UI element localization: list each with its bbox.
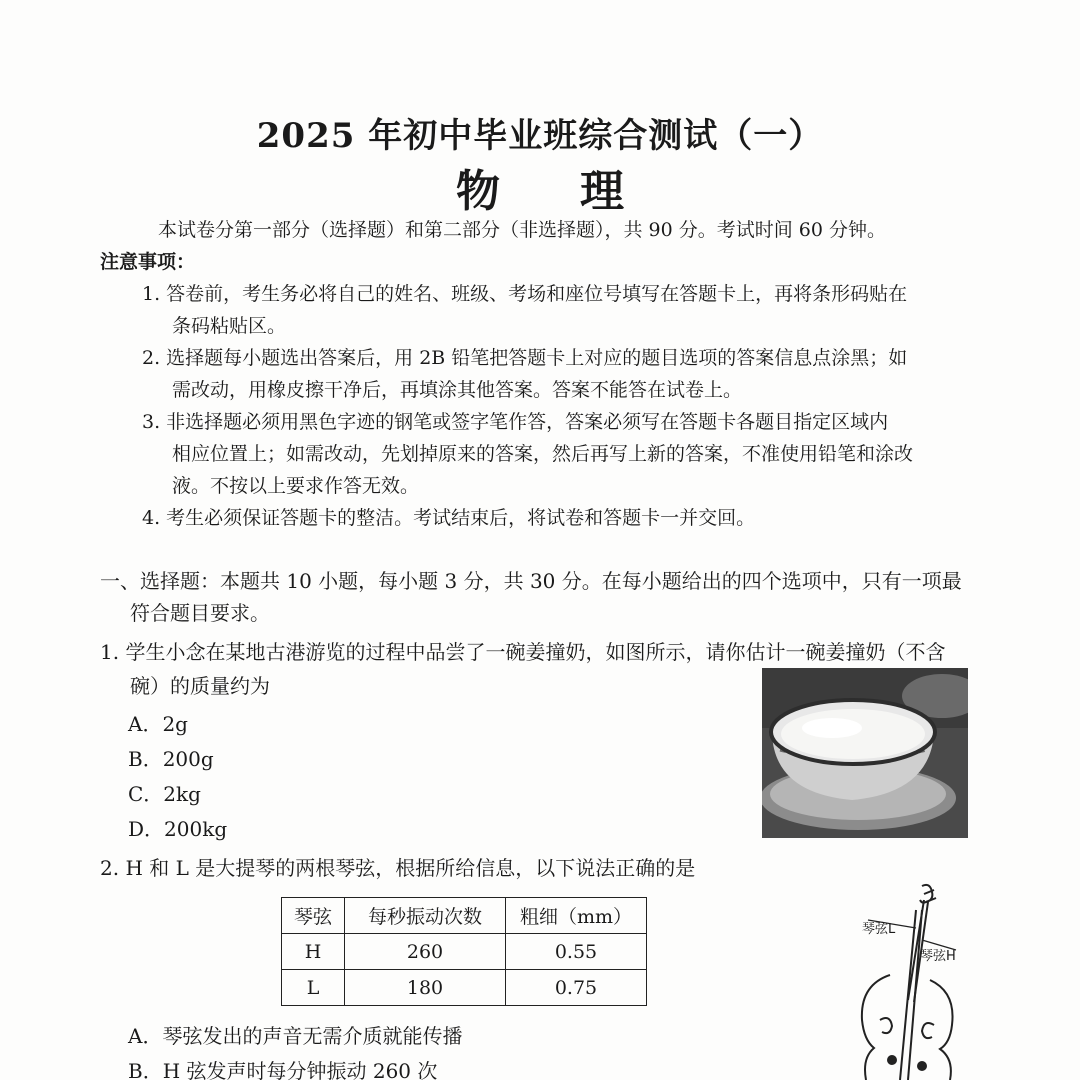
q1-stem-line2: 碗）的质量约为 [130,674,270,698]
exam-intro: 本试卷分第一部分（选择题）和第二部分（非选择题），共 90 分。考试时间 60 分钟。 [158,219,887,241]
q2-option-a: A．琴弦发出的声音无需介质就能传播 [128,1024,463,1048]
q2-stem: 2. H 和 L 是大提琴的两根琴弦，根据所给信息，以下说法正确的是 [100,856,696,880]
table-header-row [282,898,647,934]
table-cell: 0.55 [506,934,647,970]
q1-stem-line1: 1. 学生小念在某地古港游览的过程中品尝了一碗姜撞奶，如图所示，请你估计一碗姜撞奶（不含 [100,640,946,664]
table-row [282,970,647,1006]
notes-heading: 注意事项： [100,251,196,273]
note-2-line2: 需改动，用橡皮擦干净后，再填涂其他答案。答案不能答在试卷上。 [172,379,743,401]
note-3-line2: 相应位置上；如需改动，先划掉原来的答案，然后再写上新的答案，不准使用铅笔和涂改 [172,443,914,465]
table-header-cell: 每秒振动次数 [345,898,506,934]
section1-heading-line1: 一、选择题：本题共 10 小题，每小题 3 分，共 30 分。在每小题给出的四个选项中，只有一项最 [100,569,962,593]
note-2-line1: 2. 选择题每小题选出答案后，用 2B 铅笔把答题卡上对应的题目选项的答案信息点涂黑；如 [142,347,908,369]
table-cell: 0.75 [506,970,647,1006]
exam-title: 2025 年初中毕业班综合测试（一） [256,116,824,156]
q1-option-c: C．2kg [128,782,201,806]
table-header-cell: 粗细（mm） [506,898,647,934]
cello-figure [830,880,990,1080]
note-1-line1: 1. 答卷前，考生务必将自己的姓名、班级、考场和座位号填写在答题卡上，再将条形码贴在 [142,283,908,305]
note-4-line1: 4. 考生必须保证答题卡的整洁。考试结束后，将试卷和答题卡一并交回。 [142,507,756,529]
q1-option-b: B．200g [128,747,214,771]
ginger-milk-bowl-photo [762,668,968,838]
note-1-line2: 条码粘贴区。 [172,315,287,337]
section1-heading-line2: 符合题目要求。 [130,601,270,625]
q1-option-d: D．200kg [128,817,228,841]
table-row [282,934,647,970]
note-3-line1: 3. 非选择题必须用黑色字迹的钢笔或签字笔作答，答案必须写在答题卡各题目指定区域内 [142,411,889,433]
string-table [281,897,647,1006]
string-l-label: 琴弦L [862,922,896,937]
note-3-line3: 液。不按以上要求作答无效。 [172,475,420,497]
table-cell: 260 [345,934,506,970]
table-cell: L [282,970,345,1006]
q2-option-b: B．H 弦发声时每分钟振动 260 次 [128,1059,438,1083]
q1-option-a: A．2g [128,712,188,736]
table-cell: 180 [345,970,506,1006]
table-header-cell: 琴弦 [282,898,345,934]
table-cell: H [282,934,345,970]
string-h-label: 琴弦H [920,949,956,964]
subject-title: 物理 [456,166,704,217]
